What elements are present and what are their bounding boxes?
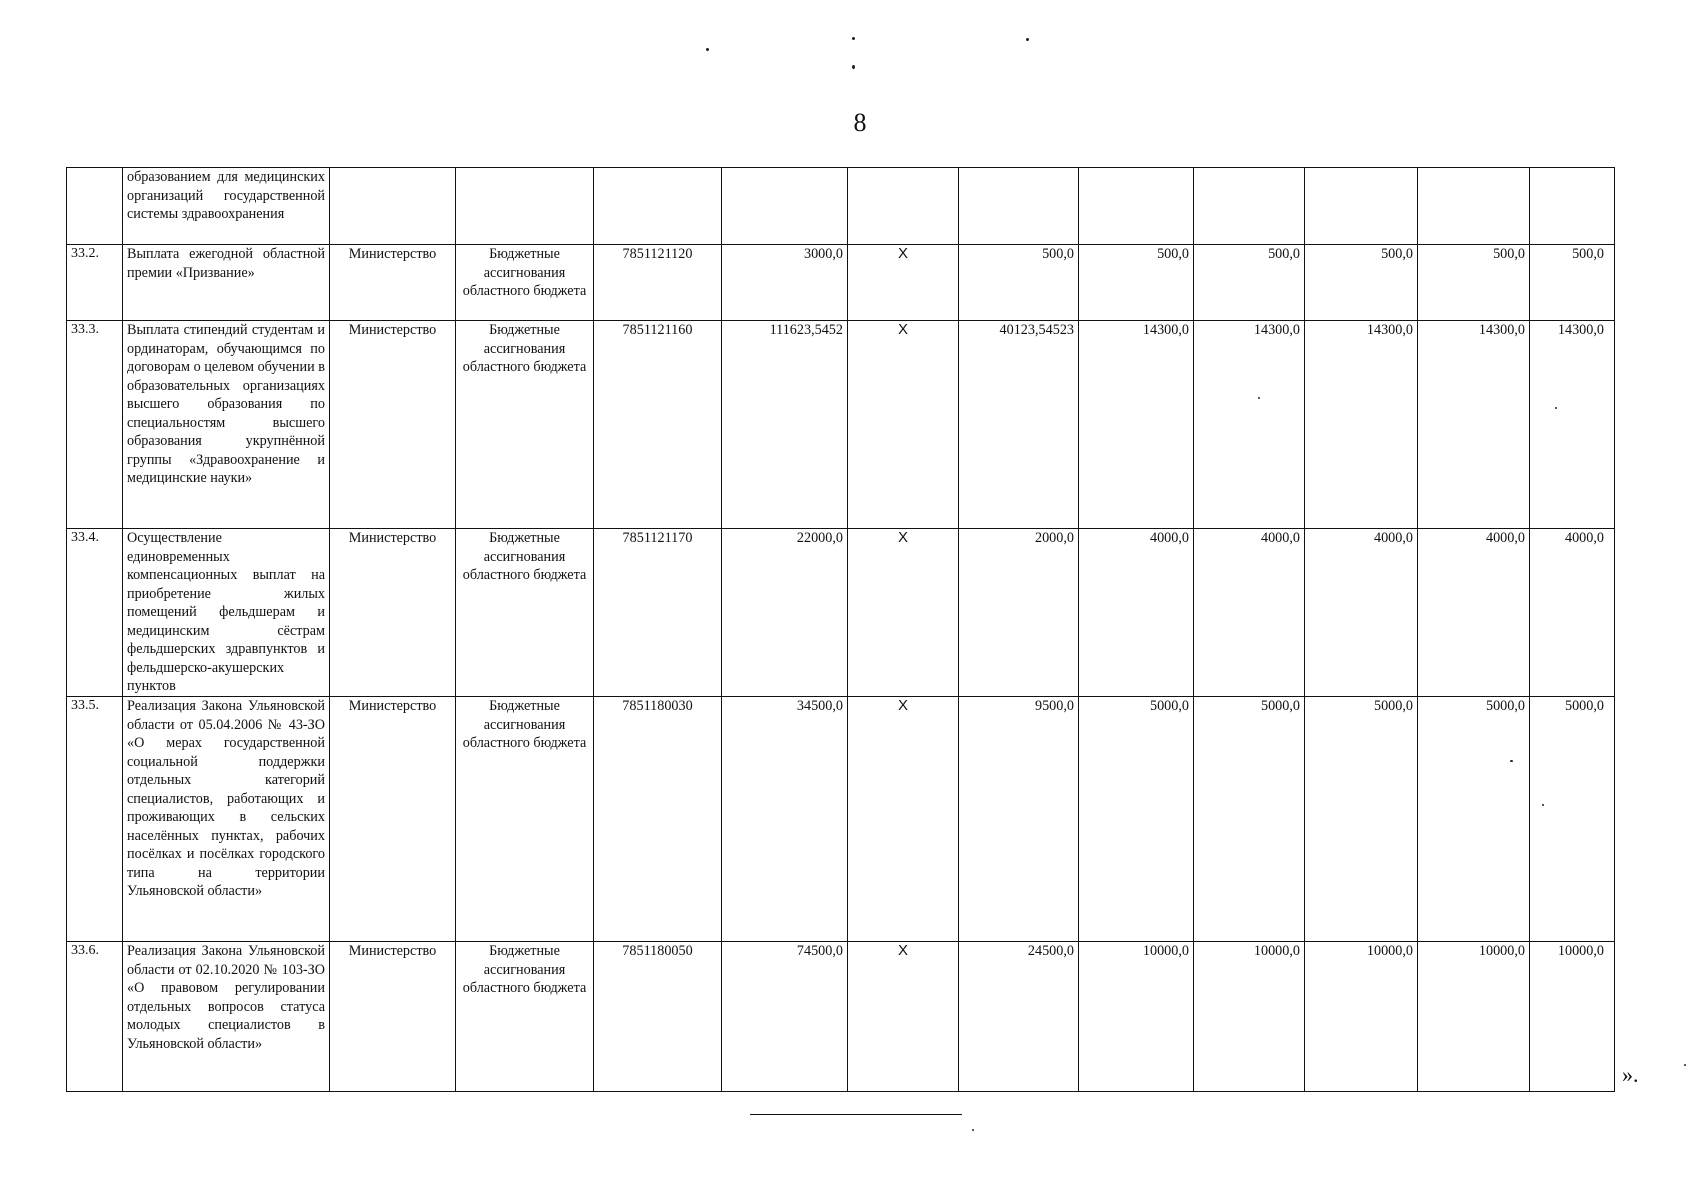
closing-quote-mark: ». — [1622, 1062, 1639, 1087]
row-x-mark: X — [848, 697, 959, 942]
row-description: Реализация Закона Ульяновской области от 02.10.2020 № 103-ЗО «О правовом регулировании отдельных вопросов статуса молодых специалистов в Ульяновской области» — [123, 942, 330, 1092]
row-year-value: 24500,0 — [959, 942, 1079, 1092]
row-year-value: 500,0 — [1079, 245, 1194, 321]
empty-cell — [1530, 168, 1615, 245]
row-number: 33.2. — [67, 245, 123, 321]
row-number-cell — [67, 168, 123, 245]
empty-cell — [848, 168, 959, 245]
row-year-value: 14300,0 — [1530, 321, 1615, 529]
row-executor: Министерство — [330, 697, 456, 942]
scan-speck — [972, 1129, 974, 1131]
table-row — [67, 942, 1615, 1092]
empty-cell — [594, 168, 722, 245]
scan-speck — [852, 37, 855, 40]
row-number: 33.6. — [67, 942, 123, 1092]
row-executor: Министерство — [330, 529, 456, 697]
row-budget-code: 7851180050 — [594, 942, 722, 1092]
empty-cell — [722, 168, 848, 245]
row-year-value: 9500,0 — [959, 697, 1079, 942]
row-funding-source: Бюджетные ассигнования областного бюджета — [456, 942, 594, 1092]
row-x-mark: X — [848, 321, 959, 529]
row-year-value: 500,0 — [1305, 245, 1418, 321]
row-year-value: 2000,0 — [959, 529, 1079, 697]
row-x-mark: X — [848, 245, 959, 321]
row-year-value: 5000,0 — [1418, 697, 1530, 942]
table-row-continuation — [67, 168, 1615, 245]
row-year-value: 10000,0 — [1079, 942, 1194, 1092]
row-number: 33.4. — [67, 529, 123, 697]
budget-table — [66, 167, 1615, 1092]
row-budget-code: 7851121170 — [594, 529, 722, 697]
row-description: Осуществление единовременных компенсационных выплат на приобретение жилых помещений фельдшерам и медицинским сёстрам фельдшерских здравпунктов и фельдшерско-акушерских пунктов — [123, 529, 330, 697]
row-budget-code: 7851121160 — [594, 321, 722, 529]
empty-cell — [330, 168, 456, 245]
row-year-value: 5000,0 — [1305, 697, 1418, 942]
row-total: 111623,5452 — [722, 321, 848, 529]
row-year-value: 500,0 — [1194, 245, 1305, 321]
row-description: Выплата стипендий студентам и ординаторам, обучающимся по договорам о целевом обучении в образовательных организациях высшего образования по специальностям высшего образования укрупнённой группы «Здравоохранение и медицинские науки» — [123, 321, 330, 529]
empty-cell — [1305, 168, 1418, 245]
row-year-value: 4000,0 — [1530, 529, 1615, 697]
scan-speck — [1684, 1064, 1686, 1066]
table-row — [67, 321, 1615, 529]
row-budget-code: 7851180030 — [594, 697, 722, 942]
table-row — [67, 529, 1615, 697]
empty-cell — [1079, 168, 1194, 245]
row-year-value: 10000,0 — [1194, 942, 1305, 1092]
row-funding-source: Бюджетные ассигнования областного бюджета — [456, 321, 594, 529]
row-year-value: 14300,0 — [1079, 321, 1194, 529]
row-year-value: 10000,0 — [1305, 942, 1418, 1092]
empty-cell — [959, 168, 1079, 245]
empty-cell — [1418, 168, 1530, 245]
empty-cell — [456, 168, 594, 245]
row-year-value: 14300,0 — [1194, 321, 1305, 529]
row-funding-source: Бюджетные ассигнования областного бюджета — [456, 697, 594, 942]
row-executor: Министерство — [330, 942, 456, 1092]
row-year-value: 14300,0 — [1418, 321, 1530, 529]
scan-speck — [852, 65, 855, 69]
row-year-value: 5000,0 — [1530, 697, 1615, 942]
table-row — [67, 245, 1615, 321]
row-year-value: 10000,0 — [1530, 942, 1615, 1092]
scan-speck — [1026, 38, 1029, 41]
row-x-mark: X — [848, 942, 959, 1092]
row-year-value: 10000,0 — [1418, 942, 1530, 1092]
end-rule — [750, 1114, 962, 1115]
row-year-value: 500,0 — [1530, 245, 1615, 321]
empty-cell — [1194, 168, 1305, 245]
row-funding-source: Бюджетные ассигнования областного бюджета — [456, 529, 594, 697]
row-executor: Министерство — [330, 245, 456, 321]
row-year-value: 4000,0 — [1305, 529, 1418, 697]
row-description: образованием для медицинских организаций государственной системы здравоохранения — [123, 168, 330, 245]
row-year-value: 4000,0 — [1418, 529, 1530, 697]
row-number: 33.3. — [67, 321, 123, 529]
row-total: 22000,0 — [722, 529, 848, 697]
row-number: 33.5. — [67, 697, 123, 942]
page-number: 8 — [853, 108, 867, 137]
row-description: Выплата ежегодной областной премии «Призвание» — [123, 245, 330, 321]
table-row — [67, 697, 1615, 942]
scan-speck — [706, 48, 709, 51]
row-year-value: 500,0 — [1418, 245, 1530, 321]
row-total: 3000,0 — [722, 245, 848, 321]
row-year-value: 500,0 — [959, 245, 1079, 321]
row-x-mark: X — [848, 529, 959, 697]
row-total: 74500,0 — [722, 942, 848, 1092]
row-year-value: 4000,0 — [1079, 529, 1194, 697]
row-year-value: 5000,0 — [1079, 697, 1194, 942]
row-budget-code: 7851121120 — [594, 245, 722, 321]
row-year-value: 5000,0 — [1194, 697, 1305, 942]
row-year-value: 14300,0 — [1305, 321, 1418, 529]
row-year-value: 40123,54523 — [959, 321, 1079, 529]
row-year-value: 4000,0 — [1194, 529, 1305, 697]
row-executor: Министерство — [330, 321, 456, 529]
row-funding-source: Бюджетные ассигнования областного бюджета — [456, 245, 594, 321]
row-description: Реализация Закона Ульяновской области от 05.04.2006 № 43-ЗО «О мерах государственной социальной поддержки отдельных категорий специалистов, работающих и проживающих в сельских населённых пунктах, рабочих посёлках и посёлках городского типа на территории Ульяновской области» — [123, 697, 330, 942]
row-total: 34500,0 — [722, 697, 848, 942]
